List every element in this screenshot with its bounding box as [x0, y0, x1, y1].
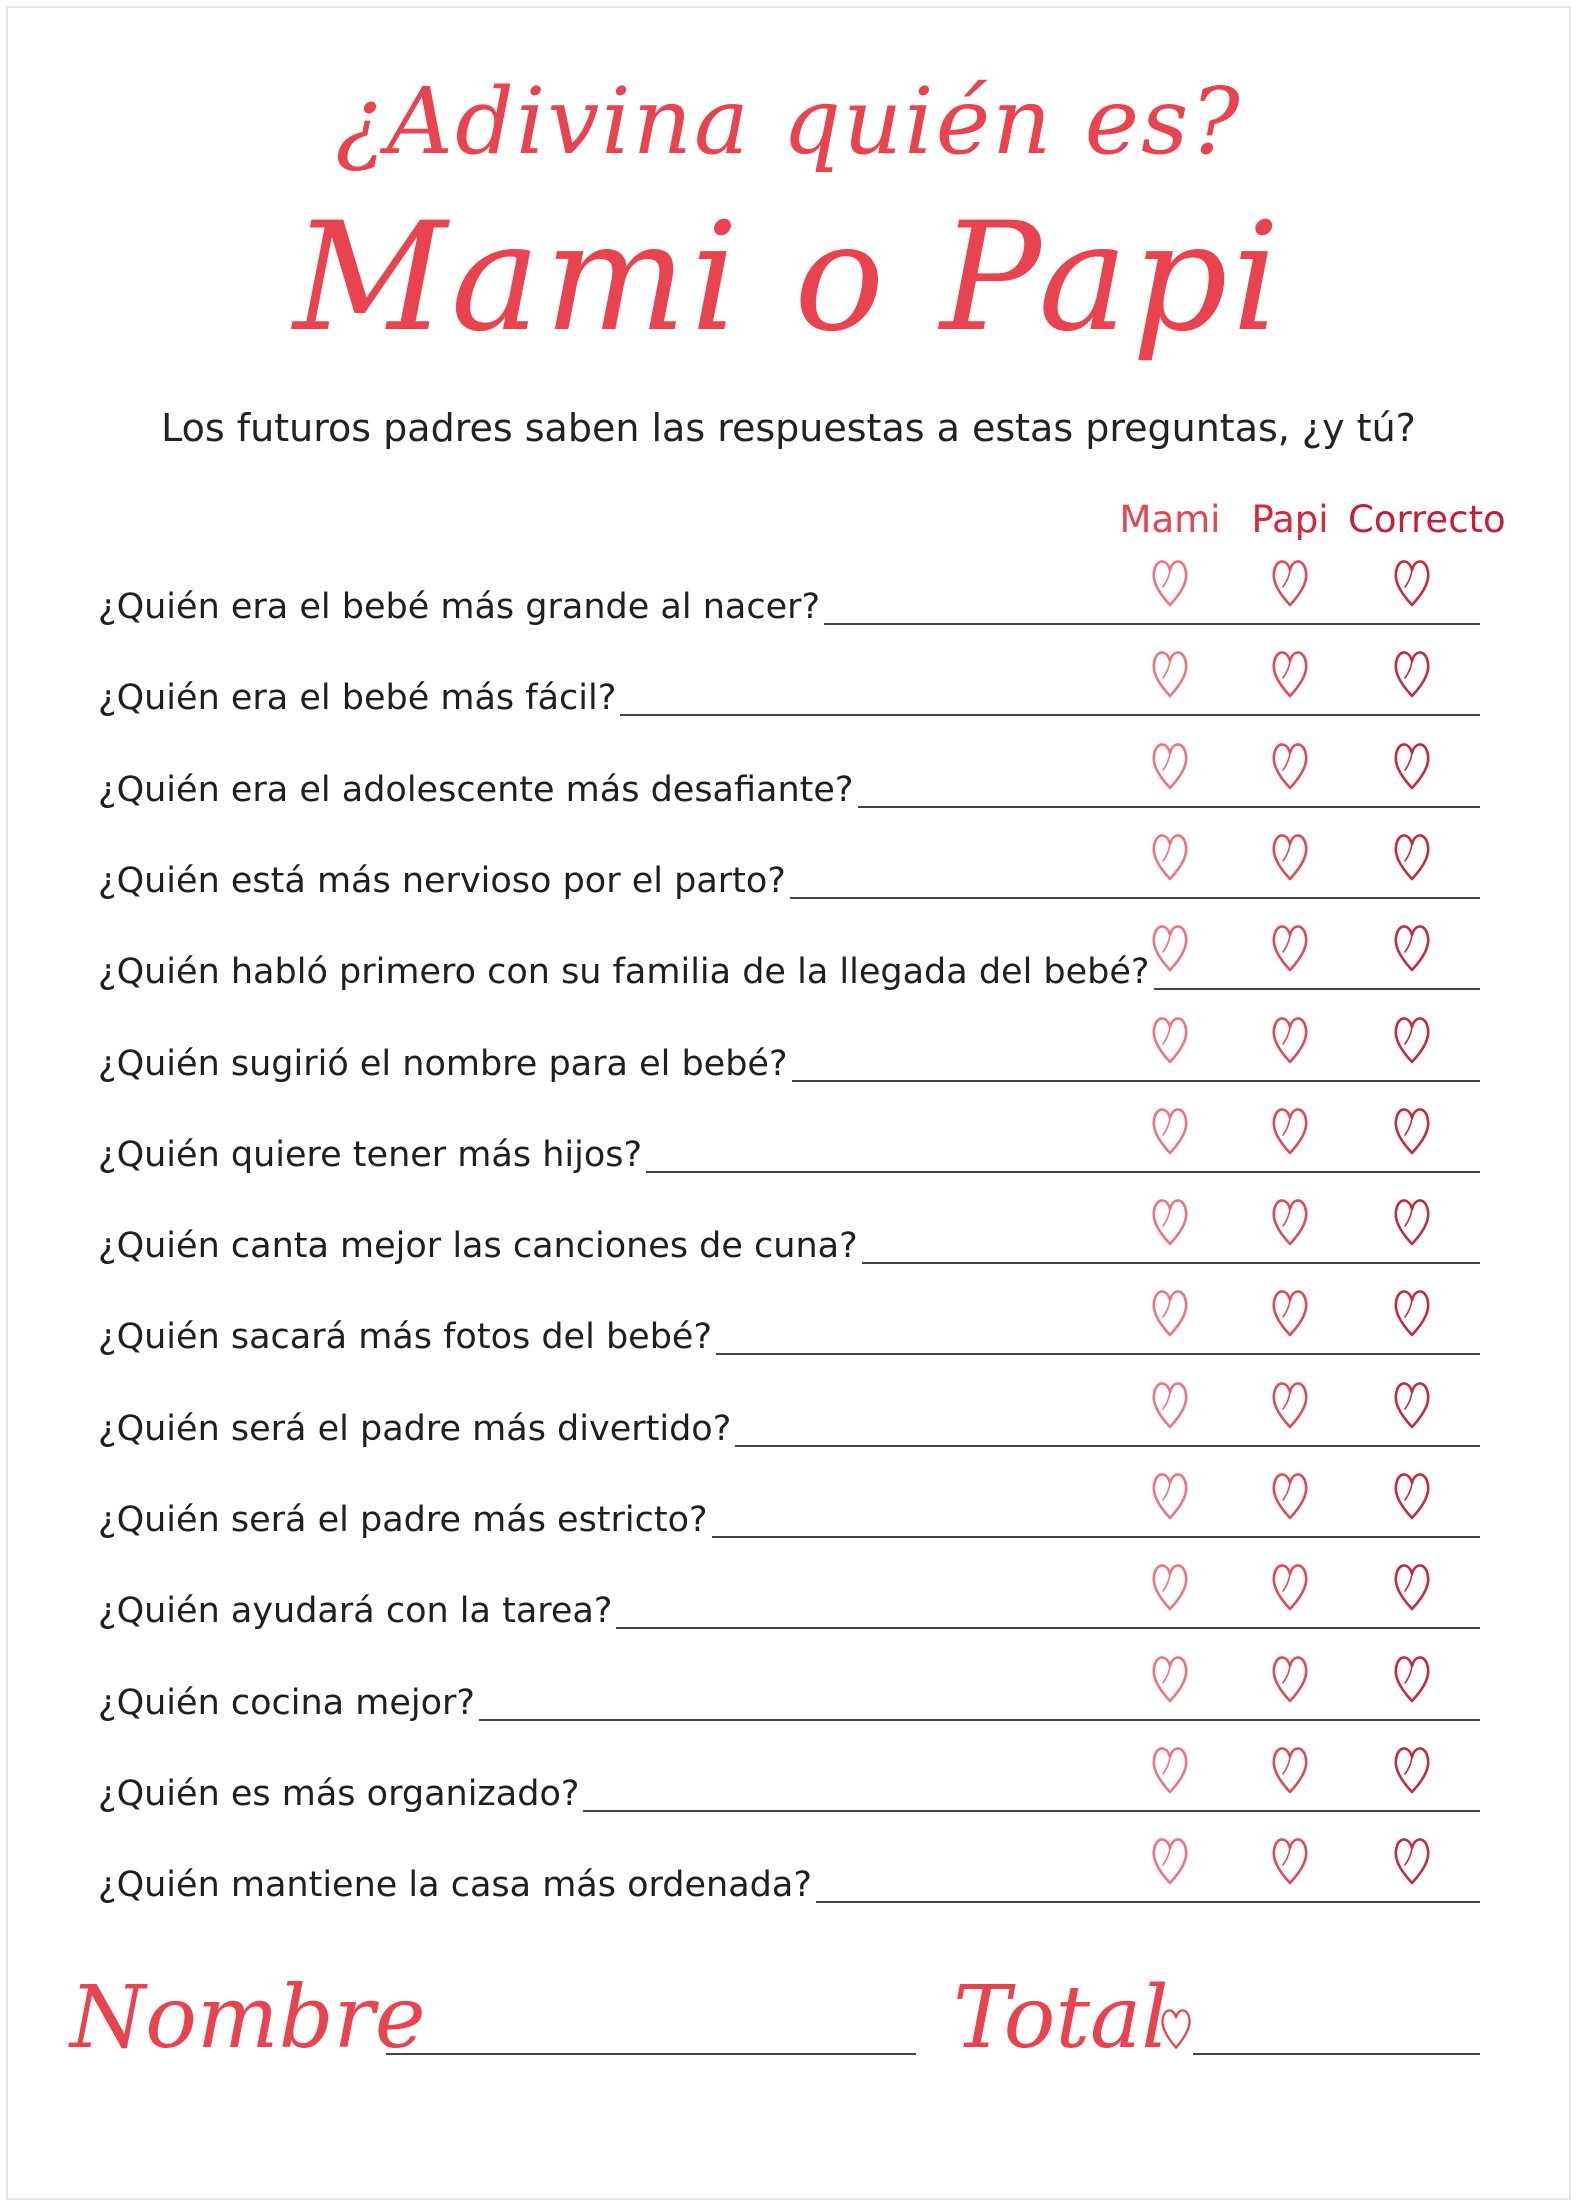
- question-row: [98, 644, 1480, 724]
- heart-papi-icon[interactable]: [1268, 1283, 1312, 1341]
- heart-mami-icon[interactable]: [1148, 1740, 1192, 1798]
- heart-mami-icon[interactable]: [1148, 1831, 1192, 1889]
- question-text: ¿Quién sugirió el nombre para el bebé?: [98, 1044, 792, 1084]
- question-row: [98, 736, 1480, 816]
- heart-papi-icon[interactable]: [1268, 1010, 1312, 1068]
- total-label: Total: [953, 1968, 1169, 2068]
- column-header-papi: Papi: [1251, 498, 1329, 541]
- heart-mami-icon[interactable]: [1148, 827, 1192, 885]
- heart-papi-icon[interactable]: [1268, 1831, 1312, 1889]
- heart-mami-icon[interactable]: [1148, 1649, 1192, 1707]
- question-row: [98, 1649, 1480, 1729]
- heart-correcto-icon[interactable]: [1390, 1192, 1434, 1250]
- heart-papi-icon[interactable]: [1268, 1649, 1312, 1707]
- question-row: [98, 1557, 1480, 1637]
- heart-papi-icon[interactable]: [1268, 827, 1312, 885]
- question-text: ¿Quién canta mejor las canciones de cuna?: [98, 1226, 862, 1266]
- question-row: [98, 553, 1480, 633]
- question-text: ¿Quién habló primero con su familia de la llegada del bebé?: [98, 952, 1154, 992]
- heart-mami-icon[interactable]: [1148, 1466, 1192, 1524]
- heart-papi-icon[interactable]: [1268, 1375, 1312, 1433]
- heart-mami-icon[interactable]: [1148, 1375, 1192, 1433]
- subtitle: Los futuros padres saben las respuestas a estas preguntas, ¿y tú?: [161, 406, 1416, 450]
- question-text: ¿Quién cocina mejor?: [98, 1683, 479, 1723]
- nombre-line[interactable]: [386, 2053, 916, 2055]
- heart-papi-icon[interactable]: [1268, 553, 1312, 611]
- heart-correcto-icon[interactable]: [1390, 827, 1434, 885]
- heart-correcto-icon[interactable]: [1390, 644, 1434, 702]
- heart-papi-icon[interactable]: [1268, 1192, 1312, 1250]
- heart-papi-icon[interactable]: [1268, 1557, 1312, 1615]
- heart-correcto-icon[interactable]: [1390, 1831, 1434, 1889]
- question-text: ¿Quién será el padre más divertido?: [98, 1409, 735, 1449]
- heart-mami-icon[interactable]: [1148, 1010, 1192, 1068]
- heart-correcto-icon[interactable]: [1390, 1010, 1434, 1068]
- heart-mami-icon[interactable]: [1148, 1101, 1192, 1159]
- question-row: [98, 1466, 1480, 1546]
- question-text: ¿Quién era el bebé más grande al nacer?: [98, 587, 824, 627]
- heart-mami-icon[interactable]: [1148, 1283, 1192, 1341]
- column-header-mami: Mami: [1119, 498, 1221, 541]
- nombre-label: Nombre: [70, 1968, 426, 2068]
- question-row: [98, 1831, 1480, 1911]
- heart-correcto-icon[interactable]: [1390, 1101, 1434, 1159]
- question-row: [98, 1375, 1480, 1455]
- title-main: Mami o Papi: [293, 191, 1284, 365]
- heart-correcto-icon[interactable]: [1390, 1375, 1434, 1433]
- heart-correcto-icon[interactable]: [1390, 1740, 1434, 1798]
- question-text: ¿Quién será el padre más estricto?: [98, 1500, 712, 1540]
- heart-papi-icon[interactable]: [1268, 1740, 1312, 1798]
- heart-mami-icon[interactable]: [1148, 1192, 1192, 1250]
- question-row: [98, 1283, 1480, 1363]
- question-text: ¿Quién mantiene la casa más ordenada?: [98, 1865, 816, 1905]
- heart-mami-icon[interactable]: [1148, 736, 1192, 794]
- total-line[interactable]: [1193, 2053, 1480, 2055]
- question-row: [98, 1740, 1480, 1820]
- heart-correcto-icon[interactable]: [1390, 1283, 1434, 1341]
- question-row: [98, 918, 1480, 998]
- heart-correcto-icon[interactable]: [1390, 553, 1434, 611]
- heart-correcto-icon[interactable]: [1390, 1466, 1434, 1524]
- question-row: [98, 1101, 1480, 1181]
- heart-papi-icon[interactable]: [1268, 1101, 1312, 1159]
- question-row: [98, 827, 1480, 907]
- heart-correcto-icon[interactable]: [1390, 918, 1434, 976]
- question-text: ¿Quién era el adolescente más desafiante?: [98, 770, 858, 810]
- question-text: ¿Quién quiere tener más hijos?: [98, 1135, 646, 1175]
- worksheet-page: [6, 6, 1571, 2200]
- heart-papi-icon[interactable]: [1268, 644, 1312, 702]
- column-header-correcto: Correcto: [1348, 498, 1506, 541]
- question-text: ¿Quién está más nervioso por el parto?: [98, 861, 790, 901]
- title-top: ¿Adivina quién es?: [335, 68, 1242, 175]
- heart-correcto-icon[interactable]: [1390, 1557, 1434, 1615]
- heart-papi-icon[interactable]: [1268, 1466, 1312, 1524]
- heart-correcto-icon[interactable]: [1390, 1649, 1434, 1707]
- question-text: ¿Quién era el bebé más fácil?: [98, 678, 620, 718]
- question-text: ¿Quién ayudará con la tarea?: [98, 1591, 616, 1631]
- heart-papi-icon[interactable]: [1268, 736, 1312, 794]
- question-row: [98, 1192, 1480, 1272]
- heart-papi-icon[interactable]: [1268, 918, 1312, 976]
- heart-mami-icon[interactable]: [1148, 918, 1192, 976]
- heart-mami-icon[interactable]: [1148, 644, 1192, 702]
- total-heart-icon: [1158, 2003, 1194, 2053]
- question-text: ¿Quién sacará más fotos del bebé?: [98, 1317, 716, 1357]
- heart-mami-icon[interactable]: [1148, 553, 1192, 611]
- question-row: [98, 1010, 1480, 1090]
- heart-mami-icon[interactable]: [1148, 1557, 1192, 1615]
- question-text: ¿Quién es más organizado?: [98, 1774, 583, 1814]
- heart-correcto-icon[interactable]: [1390, 736, 1434, 794]
